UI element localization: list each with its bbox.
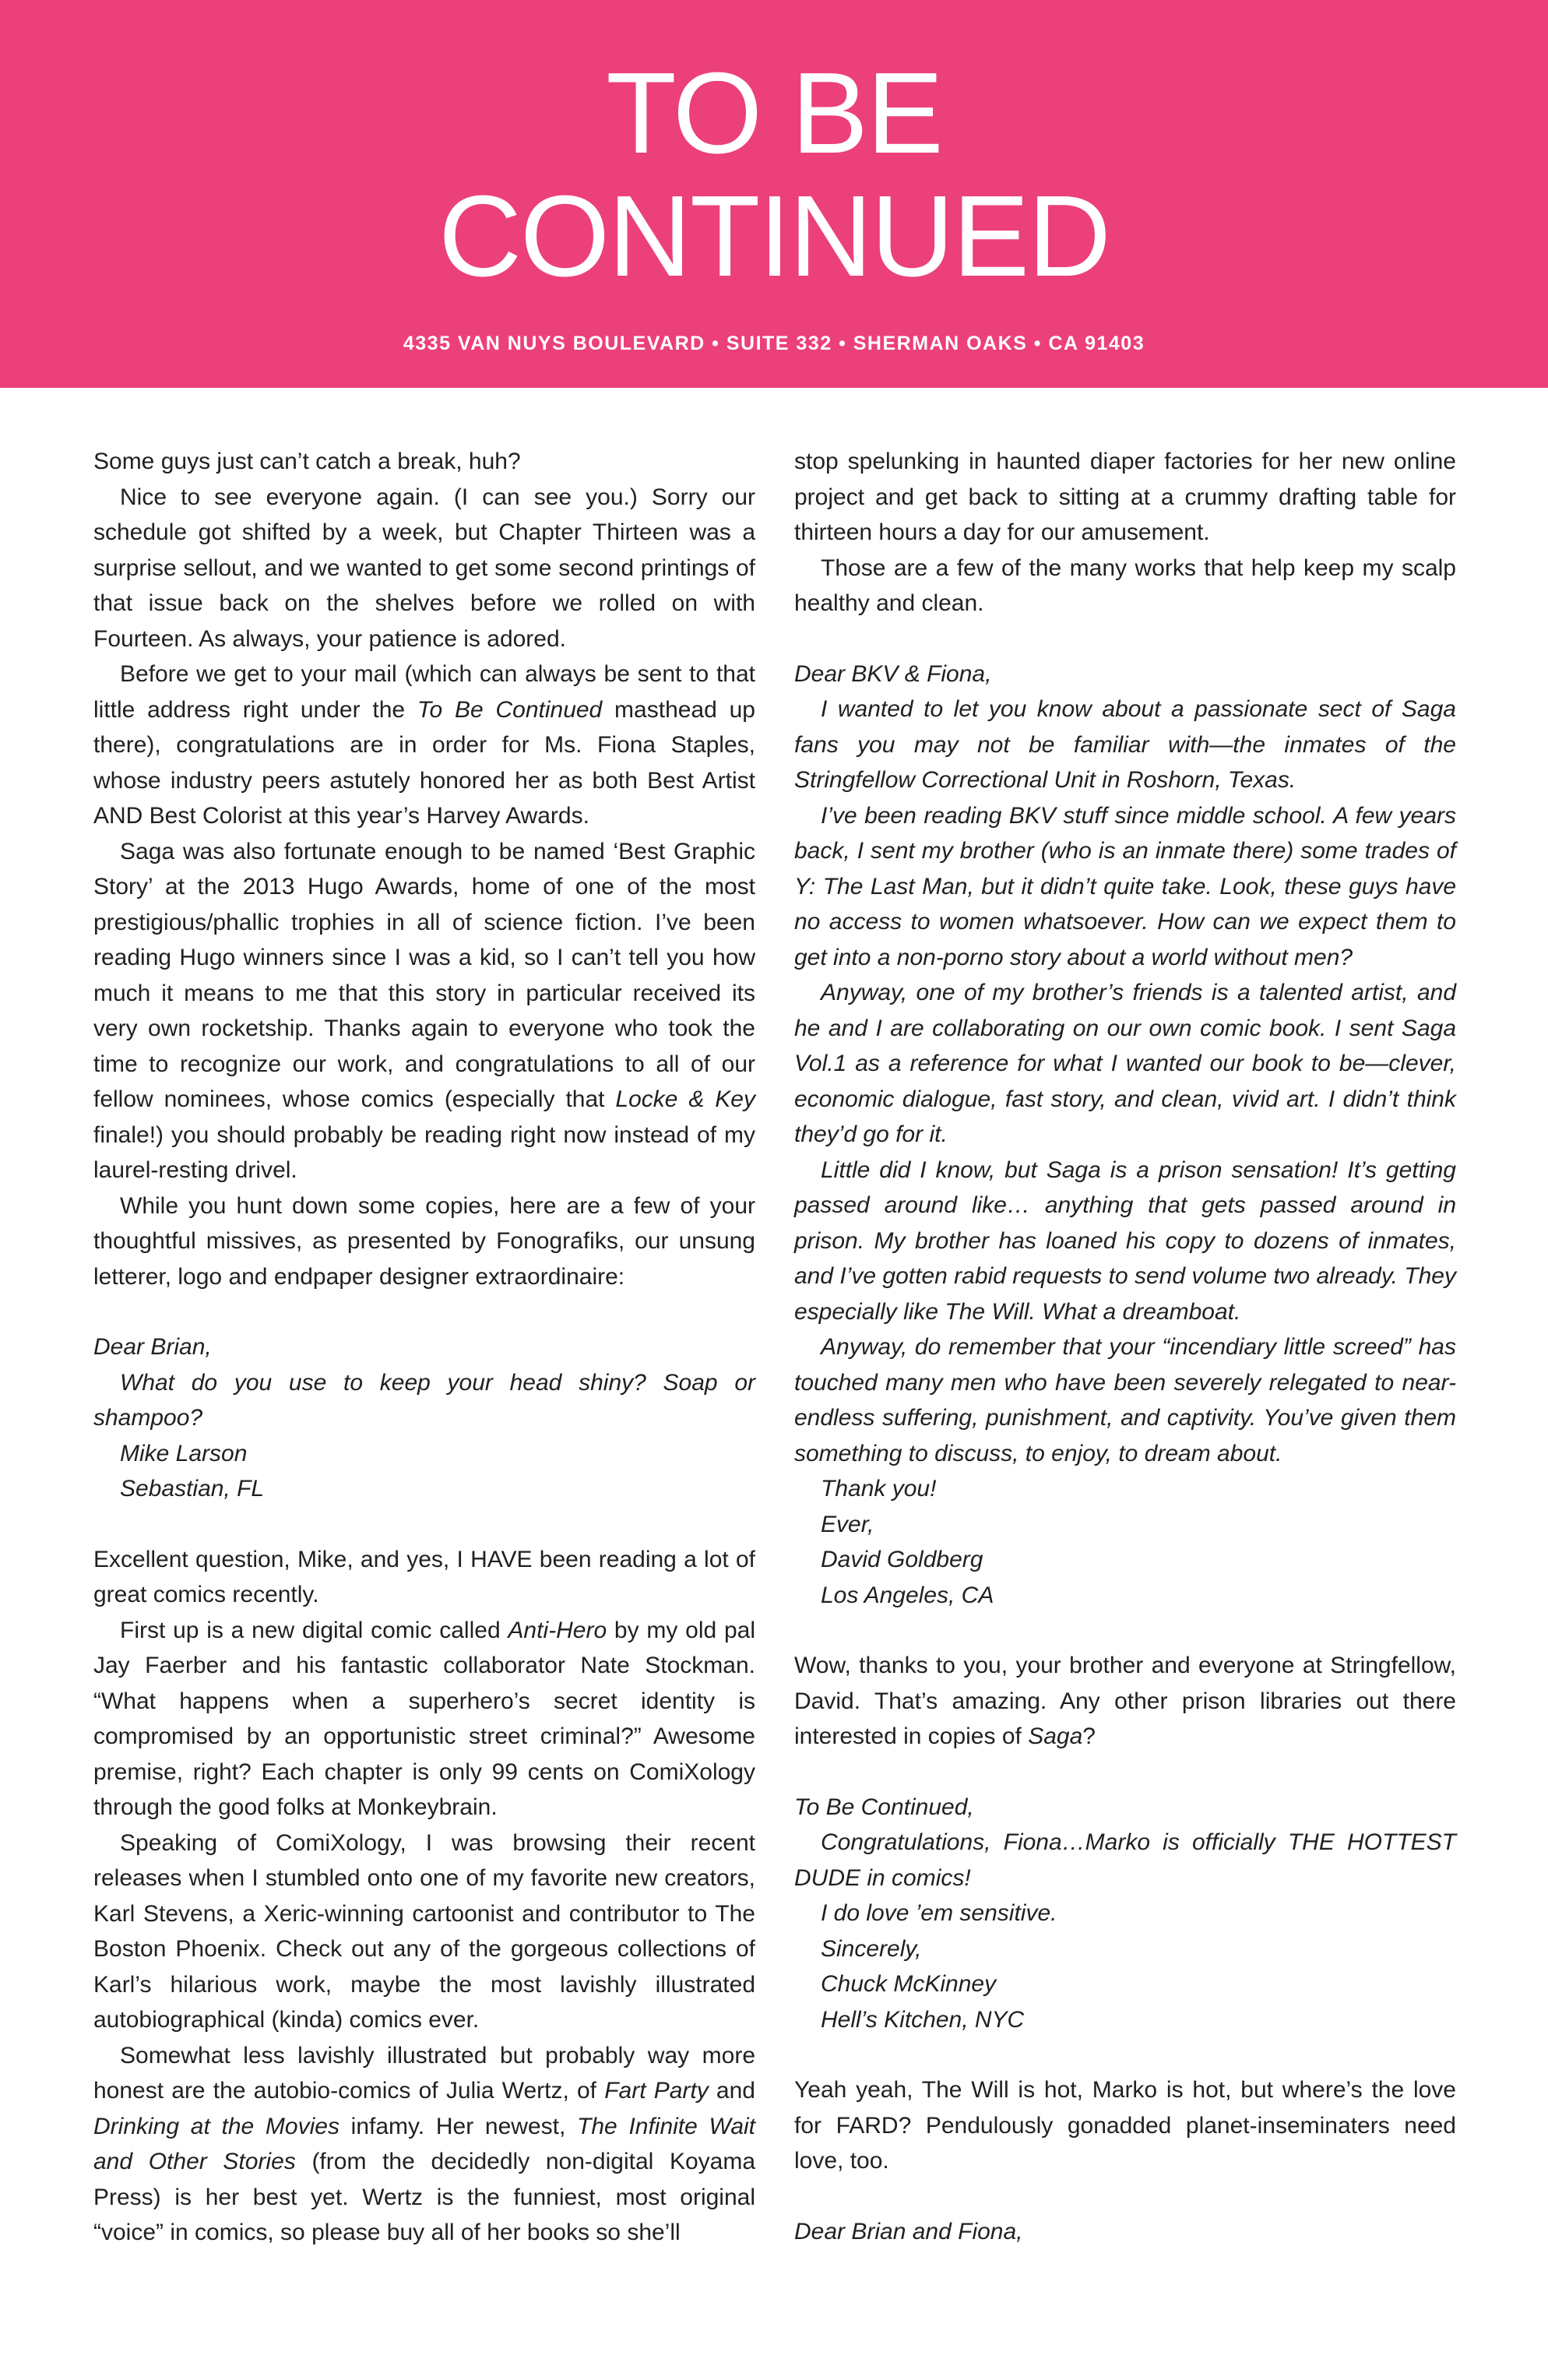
letter-chuck-mckinney — [794, 1790, 1456, 2038]
reply-paragraph: Those are a few of the many works that help keep my scalp healthy and clean. — [794, 555, 1456, 616]
comic-title: Locke & Key — [615, 1086, 755, 1112]
letter-signature-place: Los Angeles, CA — [821, 1582, 994, 1608]
paragraph: Some guys just can’t catch a break, huh? — [93, 449, 521, 474]
letter-body: I do love ’em sensitive. — [821, 1900, 1057, 1926]
reply-paragraph: Excellent question, Mike, and yes, I HAVE been reading a lot of great comics recently. — [93, 1546, 755, 1607]
letter-body: What do you use to keep your head shiny? Soap or shampoo? — [93, 1369, 755, 1431]
reply-paragraph: Somewhat less lavishly illustrated but probably way more honest are the autobio-comics of Julia Wertz, of Fart Party and Drinking at the Movies infamy. Her newest, The Infinite Wait and Other Stories (from the decidedly non-digital Koyama Press) is her best yet. Wertz is the funniest, most original “voice” in comics, so please buy all of her books so she’ll — [93, 2042, 756, 2245]
letter-signature-name: Chuck McKinney — [821, 1971, 997, 1997]
letter-closing: Sincerely, — [821, 1935, 922, 1962]
paragraph: While you hunt down some copies, here are a few of your thoughtful missives, as presented by Fonografiks, our unsung letterer, logo and endpaper designer extraordinaire: — [93, 1192, 755, 1290]
masthead-title-line2: CONTINUED — [438, 172, 1110, 301]
letter-salutation: Dear Brian, — [93, 1334, 212, 1360]
reply-paragraph: Yeah yeah, The Will is hot, Marko is hot, but where’s the love for FARD? Pendulously gonadded planet-inseminaters need love, too. — [794, 2077, 1456, 2174]
letter-body: Anyway, one of my brother’s friends is a talented artist, and he and I are collaborating on our own comic book. I sent Saga Vol.1 as a reference for what I wanted our book to be—clever, economic dialogue, fast story, and clean, vivid art. I didn’t think they’d go for it. — [794, 980, 1456, 1147]
masthead-title-line1: TO BE — [606, 49, 942, 178]
letter-body: I wanted to let you know about a passionate sect of Saga fans you may not be familiar with—the inmates of the Stringfellow Correctional Unit in Roshorn, Texas. — [794, 696, 1456, 793]
masthead-reference: To Be Continued — [417, 696, 603, 723]
reply-paragraph: Speaking of ComiXology, I was browsing their recent releases when I stumbled onto one of my favorite new creators, Karl Stevens, a Xeric-winning cartoonist and contributor to The Boston Phoenix. Check out any of the gorgeous collections of Karl’s hilarious work, maybe the most lavishly illustrated autobiographical (kinda) comics ever. — [93, 1829, 755, 2033]
masthead-address: 4335 VAN NUYS BOULEVARD • SUITE 332 • SHERMAN OAKS • CA 91403 — [403, 333, 1145, 354]
comic-title: Saga — [1028, 1723, 1083, 1749]
letter-body: Little did I know, but Saga is a prison sensation! It’s getting passed around like… anything that gets passed around in prison. My brother has loaned his copy to dozens of inmates, and I’ve gotten rabid requests to send volume two already. They especially like The Will. What a dreamboat. — [794, 1157, 1456, 1325]
left-column — [93, 444, 755, 2251]
reply-paragraph: Wow, thanks to you, your brother and everyone at Stringfellow, David. That’s amazing. Any other prison libraries out there interested in copies of Saga? — [794, 1653, 1456, 1749]
masthead — [0, 0, 1548, 388]
comic-title: The Infinite Wait and Other Stories — [93, 2113, 756, 2174]
letter-signature-place: Sebastian, FL — [120, 1476, 265, 1502]
comic-title: Anti-Hero — [508, 1617, 607, 1643]
letter-body: Congratulations, Fiona…Marko is officially THE HOTTEST DUDE in comics! — [794, 1829, 1456, 1891]
letter-salutation: To Be Continued, — [794, 1794, 974, 1820]
reply-paragraph: First up is a new digital comic called Anti-Hero by my old pal Jay Faerber and his fantastic collaborator Nate Stockman. “What happens when a superhero’s secret identity is compromised by an opportunistic street criminal?” Awesome premise, right? Each chapter is only 99 cents on ComiXology through the good folks at Monkeybrain. — [93, 1617, 755, 1820]
reply-paragraph: stop spelunking in haunted diaper factories for her new online project and get back to sitting at a crummy drafting table for thirteen hours a day for our amusement. — [794, 449, 1456, 545]
letter-body: I’ve been reading BKV stuff since middle school. A few years back, I sent my brother (who is an inmate there) some trades of Y: The Last Man, but it didn’t quite take. Look, these guys have no access to women whatsoever. How can we expect them to get into a non-porno story about a world without men? — [794, 802, 1456, 970]
letter-salutation: Dear Brian and Fiona, — [794, 2218, 1023, 2244]
paragraph: Nice to see everyone again. (I can see you.) Sorry our schedule got shifted by a week, but Chapter Thirteen was a surprise sellout, and we wanted to get some second printings of that issue back on the shelves before we rolled on with Fourteen. As always, your patience is adored. — [93, 484, 755, 652]
paragraph: Saga was also fortunate enough to be named ‘Best Graphic Story’ at the 2013 Hugo Awards, home of one of the most prestigious/phallic trophies in all of science fiction. I’ve been reading Hugo winners since I was a kid, so I can’t tell you how much it means to me that this story in particular received its very own rocketship. Thanks again to everyone who took the time to recognize our work, and congratulations to all of our fellow nominees, whose comics (especially that Locke & Key finale!) you should probably be reading right now instead of my laurel-resting drivel. — [93, 838, 755, 1183]
letter-signature-name: Mike Larson — [120, 1440, 248, 1466]
letter-body: Anyway, do remember that your “incendiary little screed” has touched many men who have been severely relegated to near-endless suffering, punishment, and captivity. You’ve given them something to discuss, to enjoy, to dream about. — [794, 1334, 1456, 1466]
right-column — [794, 444, 1456, 2249]
letter-closing: Ever, — [821, 1511, 874, 1537]
comic-title: Drinking at the Movies — [93, 2113, 340, 2139]
letter-closing: Thank you! — [821, 1476, 937, 1502]
letter-mike-larson — [93, 1329, 755, 1507]
letter-signature-place: Hell’s Kitchen, NYC — [821, 2006, 1025, 2033]
letter-salutation: Dear BKV & Fiona, — [794, 660, 992, 687]
comic-title: Fart Party — [604, 2078, 709, 2104]
paragraph: Before we get to your mail (which can always be sent to that little address right under the To Be Continued masthead up there), congratulations are in order for Ms. Fiona Staples, whose industry peers astutely honored her as both Best Artist AND Best Colorist at this year’s Harvey Awards. — [93, 661, 755, 829]
letter-signature-name: David Goldberg — [821, 1547, 983, 1572]
letter-david-goldberg — [794, 657, 1456, 1614]
